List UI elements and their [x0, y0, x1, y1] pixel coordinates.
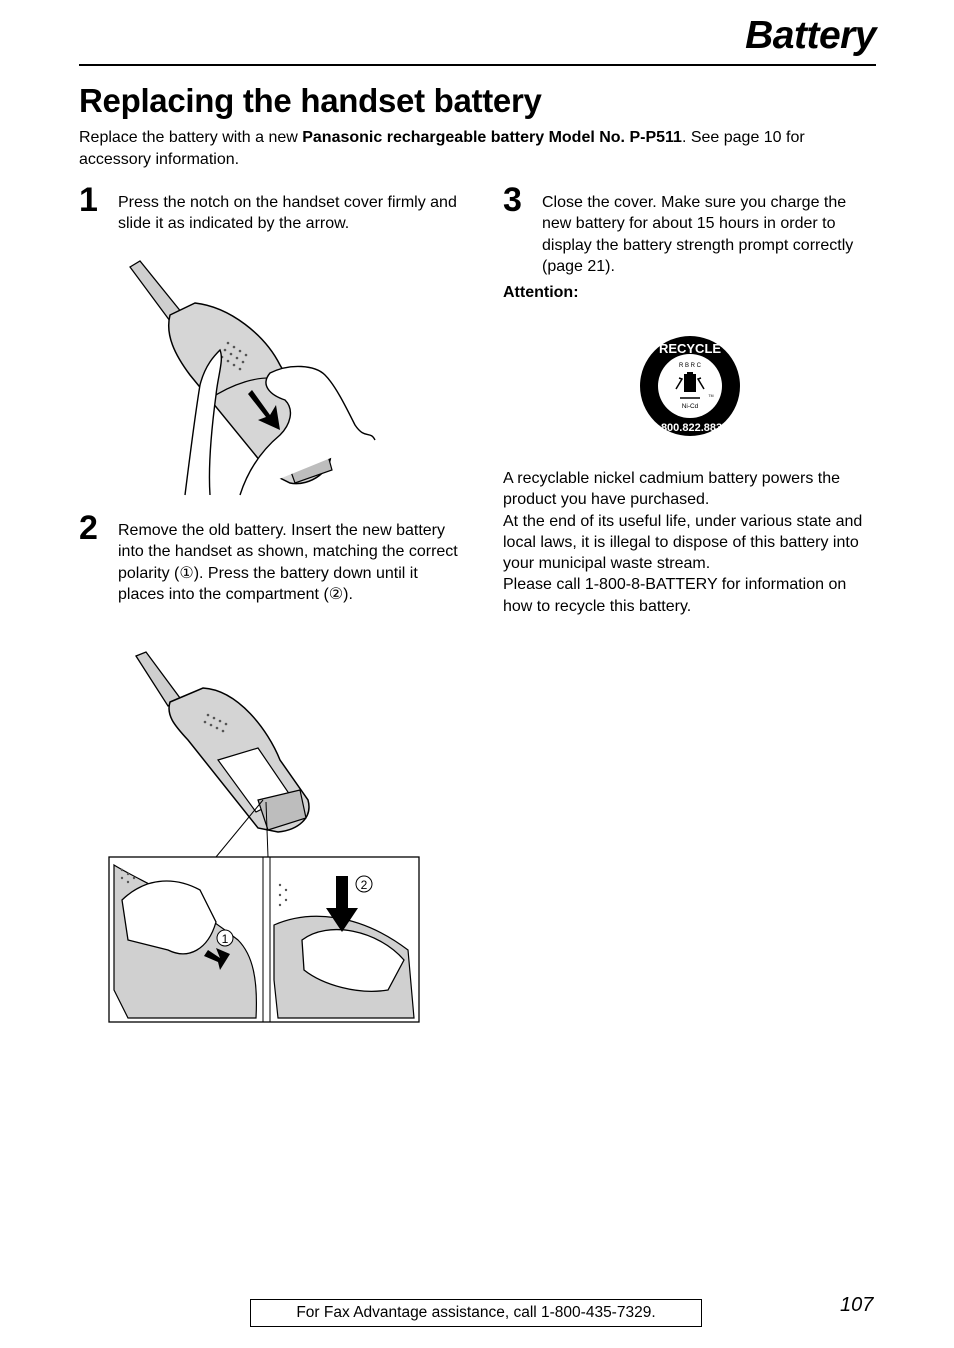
trademark-text: TM — [708, 394, 714, 398]
page-number: 107 — [840, 1294, 874, 1316]
intro-text-before: Replace the battery with a new — [79, 129, 303, 146]
recycle-phone-text: 1.800.822.8837 — [651, 422, 729, 434]
page-title: Replacing the handset battery — [79, 82, 542, 119]
step-3-number: 3 — [503, 181, 522, 219]
compartment-callout: 2 — [360, 878, 368, 892]
step-1-text: Press the notch on the handset cover firmly and slide it as indicated by the arrow. — [118, 194, 457, 233]
intro-paragraph — [79, 127, 879, 170]
attention-paragraph-2: At the end of its useful life, under various state and local laws, it is illegal to dispose of this battery into your municipal waste stream. — [503, 512, 863, 573]
intro-text-after: . See page 10 for accessory information. — [79, 129, 805, 168]
battery-compartment-illustration — [108, 650, 423, 1025]
attention-label: Attention: — [503, 284, 579, 301]
attention-paragraph-3: Please call 1-800-8-BATTERY for information on how to recycle this battery. — [503, 576, 847, 615]
step-1-number: 1 — [79, 181, 98, 219]
attention-text — [503, 468, 878, 617]
intro-battery-model: Panasonic rechargeable battery Model No. P-P511 — [302, 129, 682, 146]
handset-cover-illustration — [120, 255, 390, 500]
ni-cd-text: Ni-Cd — [681, 403, 699, 410]
attention-paragraph-1: A recyclable nickel cadmium battery powers the product you have purchased. — [503, 470, 841, 509]
rbrc-text: R B R C — [678, 363, 702, 369]
step-3-text: Close the cover. Make sure you charge the new battery for about 15 hours in order to display the battery strength prompt correctly (page 21). — [542, 194, 854, 275]
rbrc-recycle-logo — [638, 334, 742, 438]
section-title: Battery — [745, 14, 876, 57]
polarity-callout: 1 — [221, 932, 229, 946]
footer-assistance-box: For Fax Advantage assistance, call 1-800-435-7329. — [250, 1299, 702, 1327]
step-2-number: 2 — [79, 509, 98, 547]
step-2-text: Remove the old battery. Insert the new battery into the handset as shown, matching the correct polarity (①). Press the battery down until it places into the compartment (②). — [118, 522, 458, 603]
header-rule — [79, 64, 876, 66]
recycle-top-text: RECYCLE — [658, 341, 722, 356]
